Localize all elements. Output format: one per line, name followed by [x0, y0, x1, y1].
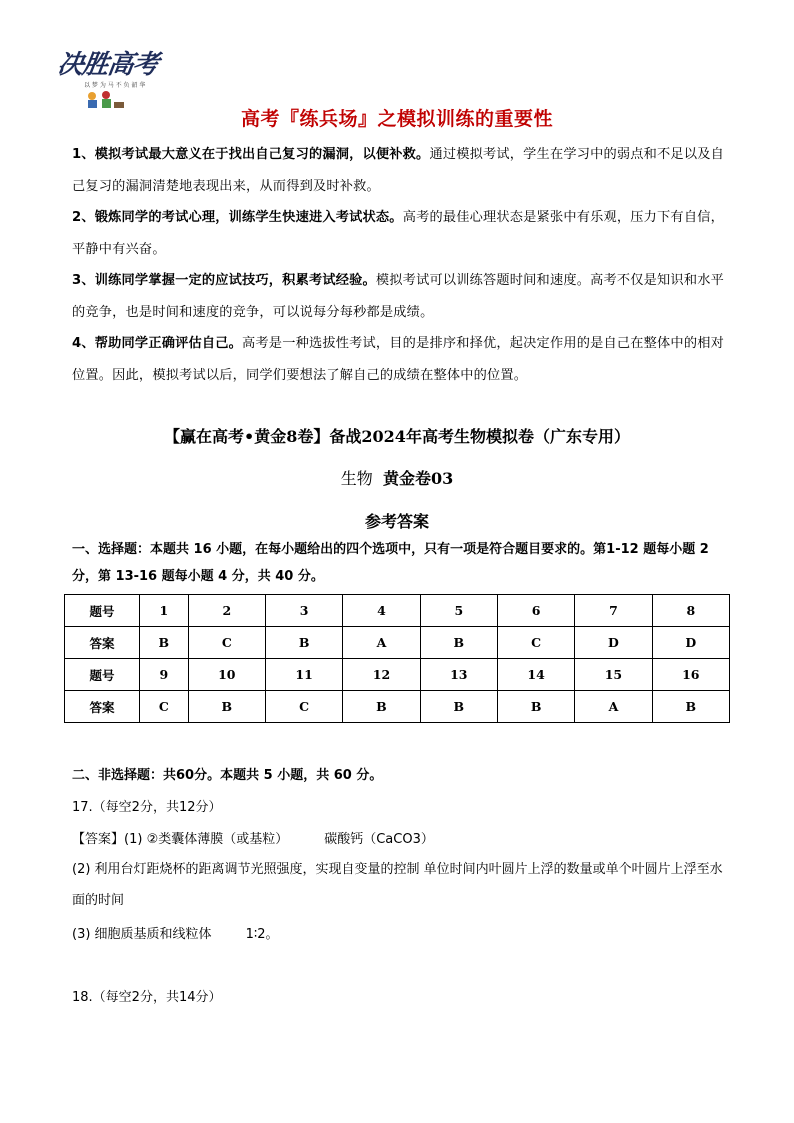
subject-paper: 黄金卷03	[382, 469, 454, 488]
exam-title: 【赢在高考•黄金8卷】备战2024年高考生物模拟卷（广东专用）	[164, 427, 630, 446]
ans-label: 答案	[65, 691, 140, 723]
q17-answer-line-2: (2) 利用台灯距烧杯的距离调节光照强度，实现自变量的控制 单位时间内叶圆片上浮的数量或单个叶圆片上浮至水面的时间	[72, 862, 723, 908]
table-cell: 9	[140, 659, 189, 691]
table-cell: 6	[497, 595, 574, 627]
table-cell: B	[497, 691, 574, 723]
q18-header: 18.（每空2分，共14分）	[72, 990, 222, 1005]
subject-name: 生物	[340, 469, 373, 488]
table-cell: A	[575, 691, 652, 723]
table-cell: 10	[188, 659, 265, 691]
point-2	[72, 202, 728, 265]
table-cell: 5	[420, 595, 497, 627]
ans-label: 答案	[65, 627, 140, 659]
table-cell: A	[343, 627, 420, 659]
table-cell: D	[652, 627, 729, 659]
banner-title: 高考『练兵场』之模拟训练的重要性	[240, 108, 553, 130]
point-2-text: 高考的最佳心理状态是紧张中有乐观，压力下有自信，平静中有兴奋。	[72, 210, 724, 257]
table-cell: 1	[140, 595, 189, 627]
table-cell: 4	[343, 595, 420, 627]
q17-answer-line-3	[72, 923, 279, 942]
q17-ans-3a: (3) 细胞质基质和线粒体	[72, 927, 212, 942]
point-3-bold: 3、训练同学掌握一定的应试技巧，积累考试经验。	[72, 273, 376, 288]
answer-prefix: 【答案】	[72, 832, 125, 847]
logo-text: 决胜高考	[55, 50, 160, 80]
point-1-text: 通过模拟考试，学生在学习中的弱点和不足以及自己复习的漏洞清楚地表现出来，从而得到及时补救。	[72, 147, 724, 194]
table-cell: 12	[343, 659, 420, 691]
table-cell: 2	[188, 595, 265, 627]
q17-ans-3b: 1∶2。	[245, 927, 279, 942]
table-cell: 11	[265, 659, 342, 691]
table-cell: B	[652, 691, 729, 723]
table-row	[65, 627, 730, 659]
point-4-text: 高考是一种选拔性考试，目的是排序和择优，起决定作用的是自己在整体中的相对位置。因此，模拟考试以后，同学们要想法了解自己的成绩在整体中的位置。	[72, 336, 724, 383]
section-2-instructions: 二、非选择题：共60分。本题共 5 小题，共 60 分。	[72, 768, 383, 783]
table-cell: 7	[575, 595, 652, 627]
table-cell: 3	[265, 595, 342, 627]
table-cell: C	[265, 691, 342, 723]
point-1	[72, 139, 728, 202]
table-cell: C	[497, 627, 574, 659]
point-4-bold: 4、帮助同学正确评估自己。	[72, 336, 243, 351]
point-2-bold: 2、锻炼同学的考试心理，训练学生快速进入考试状态。	[72, 210, 403, 225]
table-cell: D	[575, 627, 652, 659]
point-4	[72, 328, 728, 391]
table-cell: B	[265, 627, 342, 659]
q17-header: 17.（每空2分，共12分）	[72, 800, 222, 815]
table-row	[65, 595, 730, 627]
table-cell: B	[188, 691, 265, 723]
subject-line	[0, 466, 794, 489]
q17-answer-line-1	[72, 828, 434, 847]
table-cell: B	[420, 627, 497, 659]
table-cell: 16	[652, 659, 729, 691]
table-cell: C	[188, 627, 265, 659]
q17-ans-1a: (1) ②类囊体薄膜（或基粒）	[124, 832, 289, 847]
table-cell: B	[343, 691, 420, 723]
table-cell: 8	[652, 595, 729, 627]
table-cell: B	[140, 627, 189, 659]
table-cell: 13	[420, 659, 497, 691]
point-1-bold: 1、模拟考试最大意义在于找出自己复习的漏洞，以便补救。	[72, 147, 430, 162]
point-3	[72, 265, 728, 328]
table-cell: C	[140, 691, 189, 723]
table-row	[65, 691, 730, 723]
logo-slogan: 以 梦 为 马 不 负 韶 华	[84, 82, 146, 89]
table-cell: 14	[497, 659, 574, 691]
point-3-text: 模拟考试可以训练答题时间和速度。高考不仅是知识和水平的竞争，也是时间和速度的竞争，可以说每分每秒都是成绩。	[72, 273, 724, 320]
table-row	[65, 659, 730, 691]
num-label: 题号	[65, 595, 140, 627]
num-label: 题号	[65, 659, 140, 691]
table-cell: 15	[575, 659, 652, 691]
q17-ans-1b: 碳酸钙（CaCO3）	[324, 832, 434, 847]
section-1-instructions: 一、选择题：本题共 16 小题，在每小题给出的四个选项中，只有一项是符合题目要求的。第1-12 题每小题 2 分，第 13-16 题每小题 4 分，共 40 分。	[72, 542, 709, 584]
answer-heading: 参考答案	[364, 512, 429, 531]
table-cell: B	[420, 691, 497, 723]
answer-table	[64, 594, 730, 723]
